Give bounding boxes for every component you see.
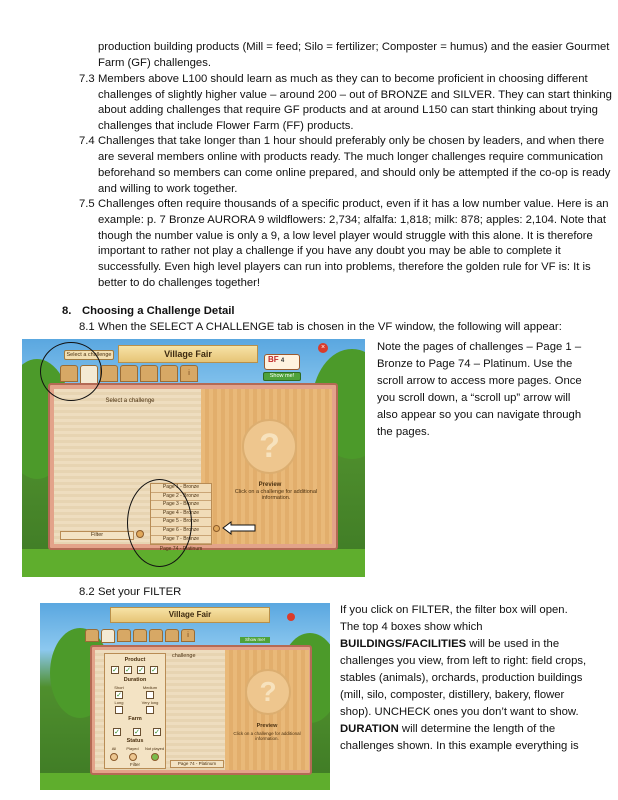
tab-icon[interactable] xyxy=(100,365,118,382)
item-number: 7.4 xyxy=(79,135,95,147)
page-option[interactable]: Page 7 - Bronze xyxy=(151,536,211,545)
farm-3-checkbox[interactable]: ✓ xyxy=(154,729,160,736)
not-played-radio[interactable] xyxy=(151,753,159,761)
window-title: Village Fair xyxy=(110,607,270,623)
filter-button[interactable]: Filter xyxy=(60,531,134,540)
annotation-circle xyxy=(40,342,102,401)
question-icon: ? xyxy=(245,669,291,715)
show-me-button[interactable]: Show me! xyxy=(240,637,270,643)
page-option[interactable]: Page 3 - Bronze xyxy=(151,501,211,510)
text-line: production building products (Mill = feed; Silo = fertilizer; Composter = humus) and the easier Gourmet xyxy=(98,41,610,53)
question-icon: ? xyxy=(242,419,297,474)
long-checkbox[interactable] xyxy=(115,706,123,714)
text-line: Members above L100 should learn as much as they can to become proficient in choosing different xyxy=(98,73,588,85)
text-line: challenges of slightly higher value – around 200 – out of BRONZE and SILVER. They can start thinking xyxy=(98,89,612,101)
text-line: Challenges that take longer than 1 hour should preferably only be chosen by leaders, and when there xyxy=(98,135,605,147)
bf-label: BF xyxy=(268,355,279,364)
note-line: If you click on FILTER, the filter box will open. xyxy=(340,604,568,616)
section-title: Choosing a Challenge Detail xyxy=(82,305,235,317)
medium-checkbox[interactable] xyxy=(146,691,154,699)
tab-icon[interactable] xyxy=(117,629,131,642)
page-option[interactable]: Page 1 - Bronze xyxy=(151,484,211,493)
note-line: the pages. xyxy=(377,426,430,438)
annotation-circle xyxy=(127,479,192,567)
tab-icon[interactable] xyxy=(160,365,178,382)
panel-heading: challenge xyxy=(172,653,196,659)
text-line: Set your FILTER xyxy=(98,586,182,598)
tab-select-challenge[interactable] xyxy=(101,629,115,643)
long-label: Long xyxy=(114,700,124,705)
text-line: challenges that include Flower Farm (FF) products. xyxy=(98,120,354,132)
filter-button[interactable]: Filter xyxy=(130,762,140,767)
farm-label: Farm xyxy=(128,716,142,722)
tab-icon[interactable] xyxy=(165,629,179,642)
note-line xyxy=(340,721,555,738)
note-line: scroll arrow to access more pages. Once xyxy=(377,375,582,387)
tab-icon[interactable] xyxy=(140,365,158,382)
preview-text: Click on a challenge for additional information. xyxy=(234,489,318,501)
section-number: 8. xyxy=(62,305,72,317)
very-long-label: Very long xyxy=(141,700,159,705)
note-line: stables (animals), orchards, production buildings xyxy=(340,672,583,684)
all-radio[interactable] xyxy=(110,753,118,761)
panel-heading: Select a challenge xyxy=(105,398,155,404)
text-line: and willing to work together. xyxy=(98,183,238,195)
duration-label: Duration xyxy=(123,677,147,683)
buildings-term: BUILDINGS/FACILITIES xyxy=(340,638,467,650)
close-icon[interactable] xyxy=(287,613,295,621)
page-option-selected[interactable]: Page 74 - Platinum xyxy=(159,546,203,553)
arrow-annotation-icon xyxy=(221,521,257,535)
item-number: 7.5 xyxy=(79,198,95,210)
count-label: 4 xyxy=(280,358,285,364)
info-icon[interactable]: i xyxy=(181,629,195,642)
medium-label: Medium xyxy=(142,685,158,690)
farm-checkboxes xyxy=(113,728,161,736)
village-fair-screenshot xyxy=(22,339,365,577)
scroll-down-icon[interactable] xyxy=(213,525,220,532)
product-label: Product xyxy=(124,657,146,663)
note-line: (mill, silo, composter, distillery, bakery, flower xyxy=(340,689,565,701)
page-option[interactable]: Page 6 - Bronze xyxy=(151,527,211,536)
played-radio[interactable] xyxy=(129,753,137,761)
text-line: successfully. Even high level players can run into problems, therefore the golden rule for VF is: It is xyxy=(98,261,591,273)
tab-icon[interactable] xyxy=(120,365,138,382)
item-number: 8.1 xyxy=(79,321,95,333)
orchards-checkbox[interactable]: ✓ xyxy=(138,667,144,674)
text-line: though the number value is only a 9, a low level player would struggle with this alone. It is therefore xyxy=(98,230,593,242)
note-line: shop). UNCHECK ones you don’t want to show. xyxy=(340,706,579,718)
item-number: 7.3 xyxy=(79,73,95,85)
tab-bar xyxy=(85,629,195,643)
duration-term: DURATION xyxy=(340,723,399,735)
filter-screenshot xyxy=(40,603,330,790)
page-option[interactable]: Page 2 - Bronze xyxy=(151,493,211,502)
note-line: you scroll down, a “scroll up” arrow will xyxy=(377,392,571,404)
window-title: Village Fair xyxy=(118,345,258,363)
text-line: When the SELECT A CHALLENGE tab is chosen in the VF window, the following will appear: xyxy=(98,321,562,333)
text-line: better to do challenges together! xyxy=(98,277,261,289)
close-icon[interactable]: × xyxy=(318,343,328,353)
text-line: beforehand so members can come online prepared, and should only be attempted if the co-op is ready xyxy=(98,167,611,179)
text-line: important to rather not play a challenge if you have any doubt you may be able to complete it xyxy=(98,245,561,257)
tooltip: Select a challenge xyxy=(64,350,114,360)
note-line: Bronze to Page 74 – Platinum. Use the xyxy=(377,358,573,370)
text-line: Challenges often require thousands of a specific product, even if it has a low number value. Here is an xyxy=(98,198,609,210)
text-line: about adding challenges that require GF products and at around L150 can start thinking about trying xyxy=(98,104,598,116)
text-line: Farm (GF) challenges. xyxy=(98,57,211,69)
tab-icon[interactable] xyxy=(133,629,147,642)
stables-checkbox[interactable]: ✓ xyxy=(125,667,131,674)
short-checkbox[interactable]: ✓ xyxy=(116,692,122,699)
page-selector[interactable]: Page 74 - Platinum xyxy=(170,760,224,768)
preview-label: Preview xyxy=(258,482,282,488)
note-line: challenges shown. In this example everything is xyxy=(340,740,579,752)
note-text: will be used in the xyxy=(466,638,560,650)
production-checkbox[interactable]: ✓ xyxy=(151,667,157,674)
farm-2-checkbox[interactable]: ✓ xyxy=(134,729,140,736)
farm-1-checkbox[interactable]: ✓ xyxy=(114,729,120,736)
note-line: The top 4 boxes show which xyxy=(340,621,483,633)
very-long-checkbox[interactable] xyxy=(146,706,154,714)
note-line xyxy=(340,636,559,653)
bf-badge xyxy=(264,354,300,370)
filter-box xyxy=(104,653,166,769)
tab-icon[interactable] xyxy=(85,629,99,642)
note-line: Note the pages of challenges – Page 1 – xyxy=(377,341,582,353)
tab-icon[interactable] xyxy=(149,629,163,642)
note-line: also appear so you can navigate through xyxy=(377,409,582,421)
short-label: Short xyxy=(114,685,124,690)
info-icon[interactable]: i xyxy=(180,365,198,382)
field-crops-checkbox[interactable]: ✓ xyxy=(112,667,118,674)
item-number: 8.2 xyxy=(79,586,95,598)
status-label: Status xyxy=(126,738,144,744)
page-option[interactable]: Page 5 - Bronze xyxy=(151,518,211,527)
note-text: will determine the length of the xyxy=(398,723,556,735)
text-line: example: p. 7 Bronze AURORA 9 wildflowers: 2,734; alfalfa: 1,818; milk: 878; apples: 2,104. Note that xyxy=(98,214,607,226)
product-checkboxes xyxy=(111,666,158,674)
played-label: Played xyxy=(126,746,139,751)
text-line: are several members online with products ready. The much longer challenges require communication xyxy=(98,151,604,163)
show-me-button[interactable]: Show me! xyxy=(263,372,301,381)
all-label: All xyxy=(111,746,117,751)
preview-label: Preview xyxy=(256,723,278,729)
not-played-label: Not played xyxy=(144,746,165,751)
challenge-window xyxy=(90,645,312,775)
page-option[interactable]: Page 4 - Bronze xyxy=(151,510,211,519)
preview-text: Click on a challenge for additional information. xyxy=(233,731,301,741)
challenge-window xyxy=(48,383,338,553)
note-line: challenges you view, from left to right: field crops, xyxy=(340,655,587,667)
